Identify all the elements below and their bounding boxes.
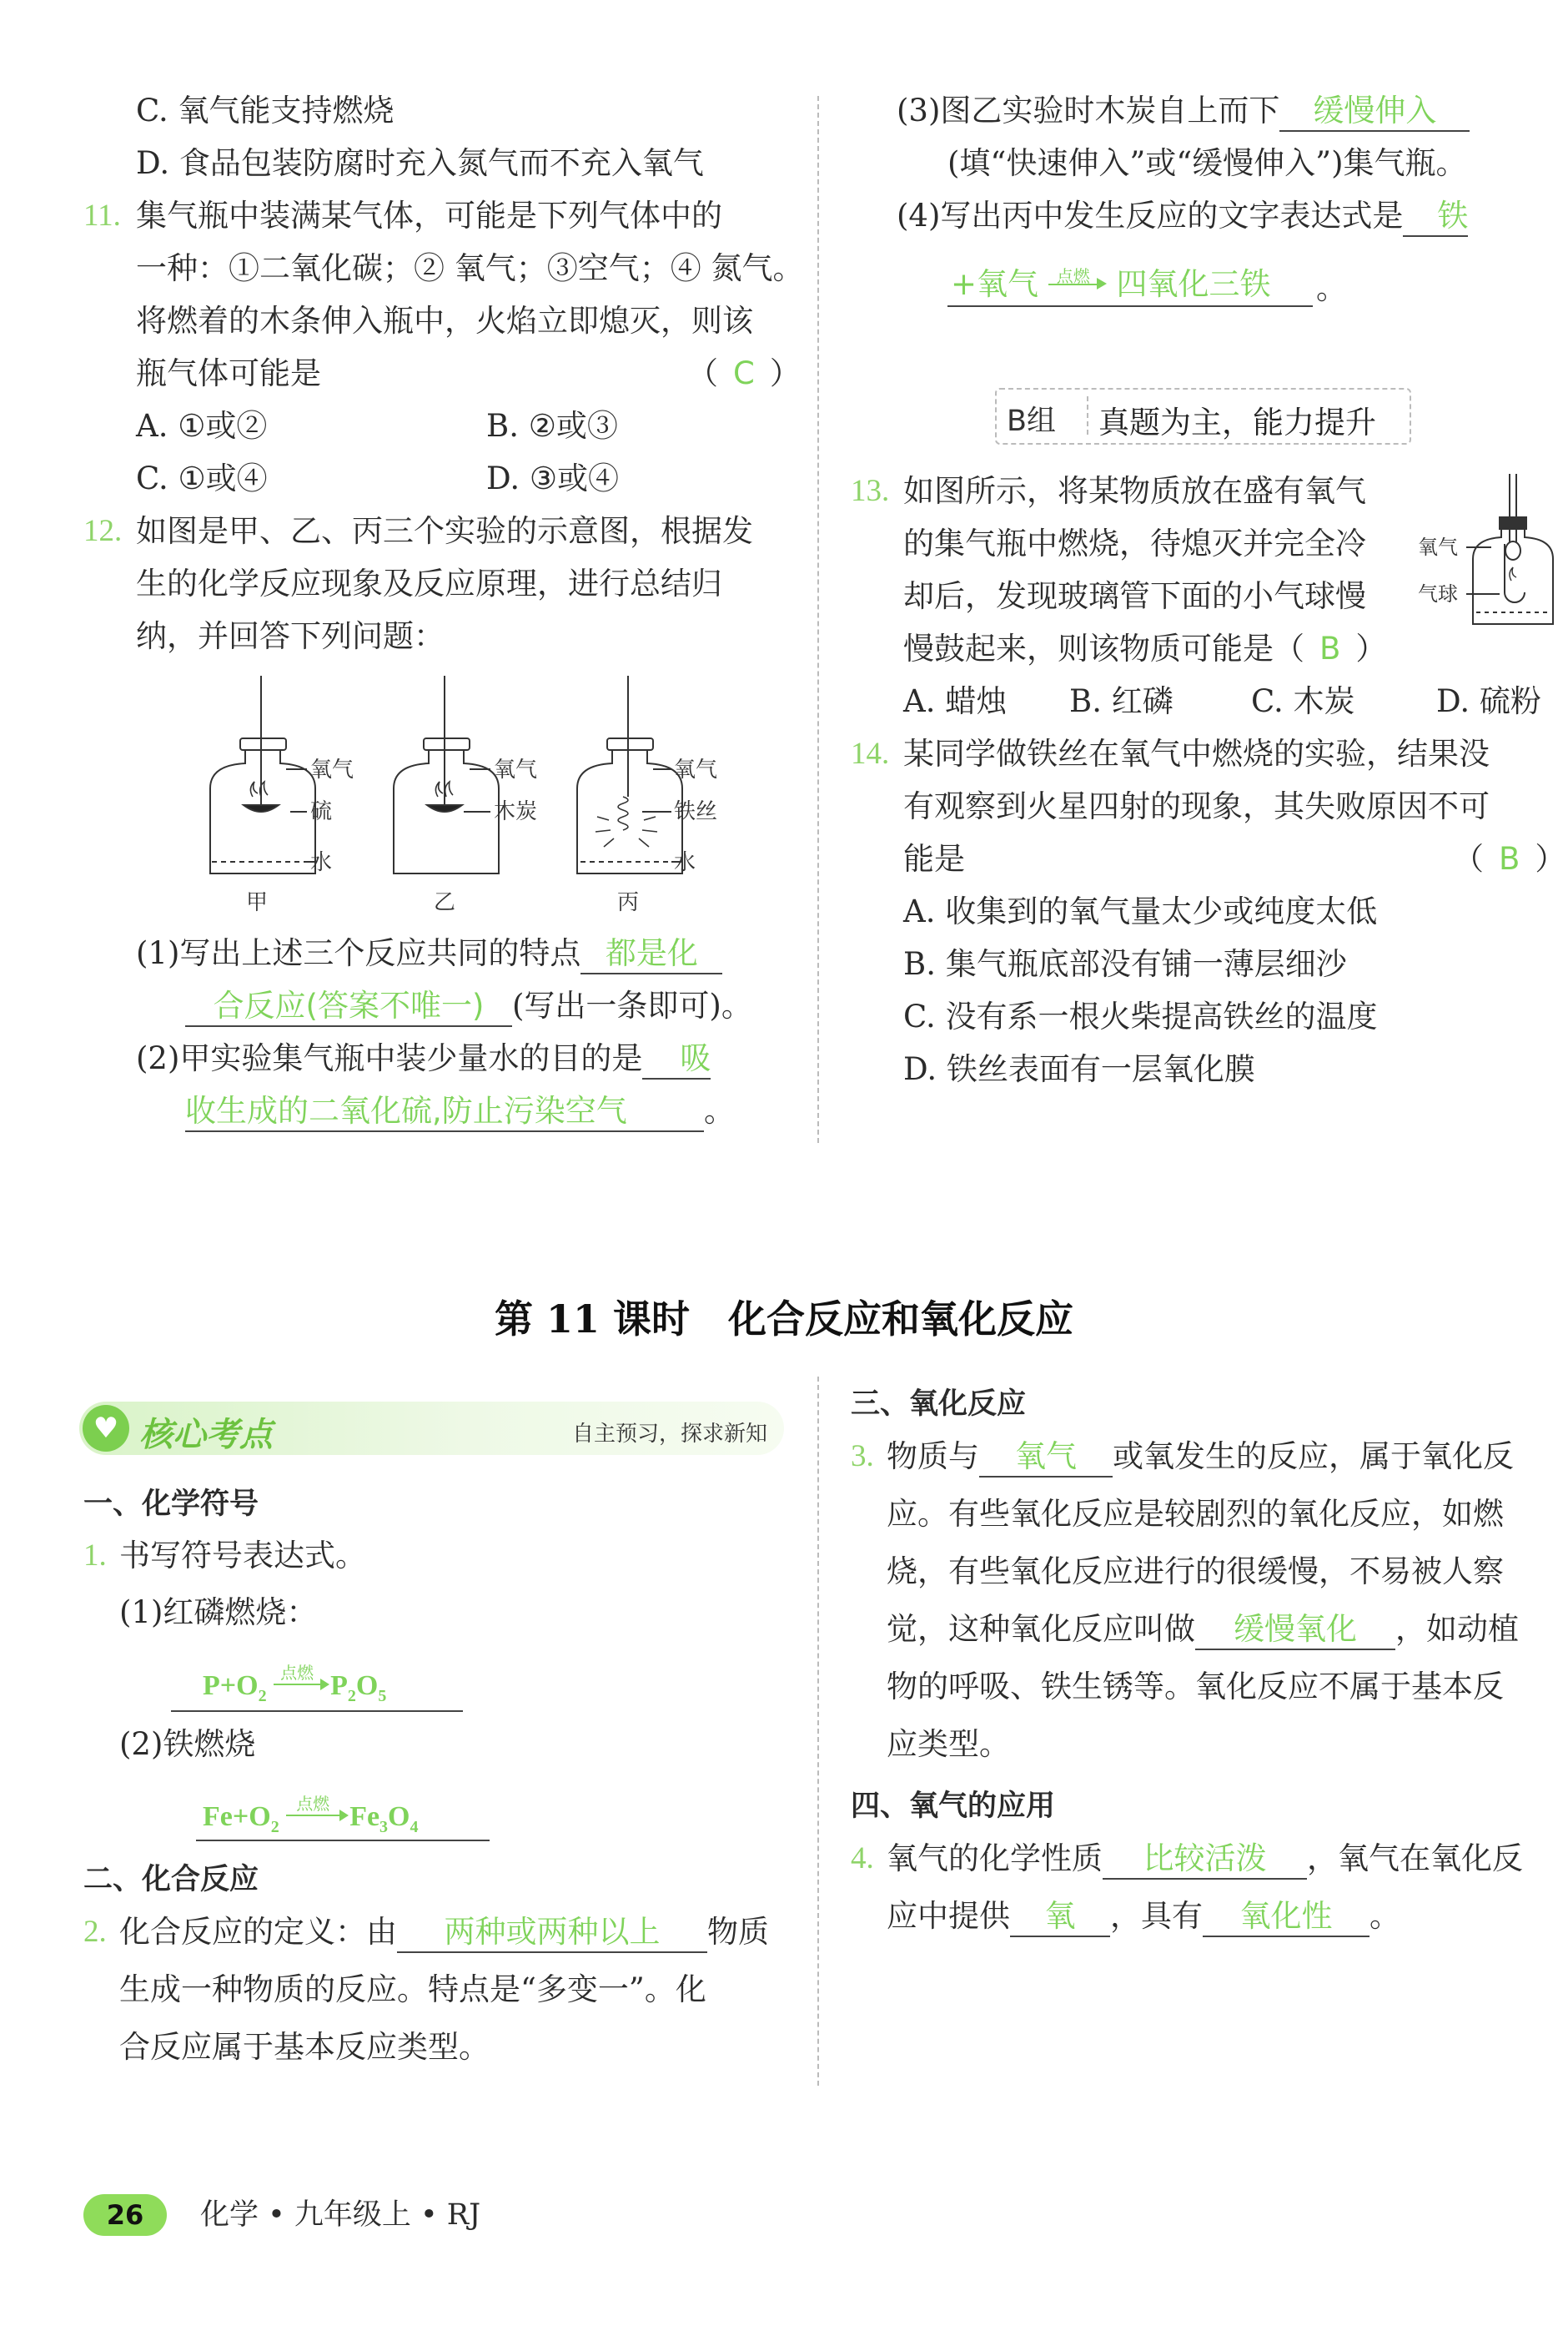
q2-line3: 合反应属于基本反应类型。 [119,2029,490,2065]
paren-close: ） [1535,841,1566,877]
b-group-tag: B组 [1007,405,1057,438]
q1-equation1: $P+O_2$ 点燃 $P_2O_5$ [203,1667,386,1715]
core-banner-title: 核心考点 [139,1416,273,1454]
q13-line4 [903,630,1386,668]
q11-option-c: C. ①或④ [136,461,268,496]
q4-number: 4. [851,1841,874,1875]
q13-oxygen-label: 氧气 [1418,536,1458,559]
eq2-reactants: Fe+O [203,1801,271,1832]
jar-yi-oxygen-label: 氧气 [494,758,538,783]
eq1-reactants: P+O [203,1670,259,1701]
jar-bing-water-label: 水 [674,850,696,875]
q12-part2-answer-b: 收生成的二氧化硫,防止污染空气 [185,1092,704,1132]
q13-balloon-figure [1418,467,1560,634]
eq1-product: P [330,1670,348,1701]
q1-part1: (1)红磷燃烧： [119,1594,318,1630]
q4-text-tail: ，氧气在氧化反 [1307,1840,1523,1876]
q11-option-a: A. ①或② [136,408,268,444]
q12-number: 12. [83,514,123,548]
q3-answer-1: 氧气 [979,1437,1113,1478]
q13-option-a: A. 蜡烛 [903,683,1008,719]
q3-line3: 烧，有些氧化反应进行的很缓慢，不易被人察 [887,1553,1504,1589]
q2-text: 化合反应的定义：由 [119,1914,397,1950]
q12-part1-text: (1)写出上述三个反应共同的特点 [136,935,581,971]
q14-answer: B [1499,841,1520,877]
q11-line1: 集气瓶中装满某气体，可能是下列气体中的 [136,198,722,234]
q13-balloon-label: 气球 [1418,582,1458,606]
eq2-sub-3: 3 [379,1817,389,1836]
jar-jia-oxygen-label: 氧气 [310,758,354,783]
q12-part2-cont [185,1092,735,1132]
q12-part1-answer-b: 合反应(答案不唯一) [185,987,512,1027]
page-number-badge [83,2194,167,2236]
q13-line4-text: 慢鼓起来，则该物质可能是（ [903,631,1304,667]
q3-line6: 应类型。 [887,1726,1010,1762]
paren-close: ） [1355,631,1387,667]
q12-part3-hint: (填“快速伸入”或“缓慢伸入”)集气瓶。 [947,145,1467,181]
section-chemical-symbols: 一、化学符号 [83,1488,259,1521]
jar-bing-oxygen-label: 氧气 [674,758,717,783]
b-group-banner [995,388,1411,445]
q11-answer: C [733,355,755,391]
q1-text: 书写符号表达式。 [119,1538,366,1573]
eq1-condition: 点燃 [280,1663,314,1683]
eq1-sub-2b: 2 [347,1686,356,1705]
q4-line2-mid: ，具有 [1110,1898,1203,1934]
q12-line1: 如图是甲、乙、丙三个实验的示意图，根据发 [136,513,753,549]
q4-answer-2: 氧 [1010,1897,1110,1937]
q10-option-d: D. 食品包装防腐时充入氮气而不充入氧气 [136,145,704,181]
q3-line4-tail: ，如动植 [1395,1611,1519,1647]
q13-line2: 的集气瓶中燃烧，待熄灭并完全冷 [903,526,1366,561]
q12-part3-text: (3)图乙实验时木炭自上而下 [897,93,1280,128]
q4-line2-text: 应中提供 [887,1898,1010,1934]
q12-part4-text: (4)写出丙中发生反应的文字表达式是 [897,198,1404,234]
q13-number: 13. [851,474,890,508]
q12-part2-period: 。 [704,1093,735,1129]
footer-subject: 化学 • 九年级上 • RJ [200,2198,481,2232]
q3-text: 物质与 [887,1438,979,1474]
q3-line4 [887,1610,1519,1650]
q14-number: 14. [851,737,890,771]
heart-icon: ♥ [83,1405,129,1452]
q13-line1: 如图所示，将某物质放在盛有氧气 [903,473,1366,509]
q13-option-d: D. 硫粉 [1436,683,1541,719]
eq2-sub-4: 4 [410,1817,419,1836]
jar-bing-iron-wire-label: 铁丝 [674,799,717,824]
q1-equation2: $Fe+O_2$ 点燃 $Fe_3O_4$ [203,1798,419,1846]
q12-part4-equation [951,265,1271,304]
q14-line2: 有观察到火星四射的现象，其失败原因不可 [903,788,1490,824]
q14-option-a: A. 收集到的氧气量太少或纯度太低 [903,894,1378,929]
eq2-product: Fe [349,1801,380,1832]
q12-part4 [897,197,1468,237]
paren-close: ） [769,355,801,391]
q13-option-b: B. 红磷 [1069,683,1173,719]
q12-part2-text: (2)甲实验集气瓶中装少量水的目的是 [136,1040,643,1076]
eq1-sub-2: 2 [258,1686,267,1705]
q12-part4-answer-a: 铁 [1403,197,1468,237]
column-divider-top [817,96,819,1143]
jar-bing-caption: 丙 [617,890,640,915]
eq1-arrow [274,1663,330,1700]
q2-line2: 生成一种物质的反应。特点是“多变一”。化 [119,1971,706,2007]
column-divider-bottom [817,1377,819,2086]
section-oxidation-reaction: 三、氧化反应 [851,1387,1027,1421]
eq1-sub-5: 5 [378,1686,387,1705]
q4-answer-1: 比较活泼 [1103,1840,1307,1880]
q3-text-tail: 或氧发生的反应，属于氧化反 [1113,1438,1514,1474]
q11-line2: 一种：①二氧化碳；② 氧气；③空气；④ 氮气。 [136,250,804,286]
q12-part1-hint: (写出一条即可)。 [512,988,752,1024]
q12-part4-reactants: +氧气 [951,266,1039,302]
q12-part4-condition: 点燃 [1056,266,1090,286]
q1-number: 1. [83,1538,107,1573]
q4-text: 氧气的化学性质 [887,1840,1103,1876]
q13-answer: B [1319,631,1341,667]
q12-part3-answer: 缓慢伸入 [1279,92,1470,132]
jar-jia-caption: 甲 [246,890,269,915]
q4-line2 [887,1897,1400,1937]
q12-part1-answer-a: 都是化 [580,934,722,974]
q12-experiment-figure [200,672,717,926]
core-banner [79,1402,784,1455]
q11-number: 11. [83,199,121,233]
jar-yi-caption: 乙 [434,890,456,915]
q14-line1: 某同学做铁丝在氧气中燃烧的实验，结果没 [903,736,1490,772]
jar-yi-charcoal-label: 木炭 [494,799,538,824]
q12-part4-arrow [1048,265,1107,304]
q12-part4-product: 四氧化三铁 [1116,266,1271,302]
q4-line1 [887,1840,1523,1880]
paren-open: （ [1453,841,1484,877]
q11-answer-paren [687,355,801,393]
q1-equation1-underline [171,1710,463,1712]
jar-jia [210,676,315,873]
q13-line3: 却后，发现玻璃管下面的小气球慢 [903,578,1366,614]
q1-equation2-underline [196,1840,490,1841]
eq2-condition: 点燃 [296,1794,330,1814]
q12-line2: 生的化学反应现象及反应原理，进行总结归 [136,566,722,602]
q11-line4: 瓶气体可能是 [136,355,321,391]
q1-part2: (2)铁燃烧 [119,1726,256,1762]
eq2-arrow [286,1794,349,1831]
q11-option-b: B. ②或③ [486,408,618,444]
eq2-sub-2: 2 [270,1817,279,1836]
q2-answer: 两种或两种以上 [397,1913,707,1953]
q2-text-tail: 物质 [707,1914,769,1950]
b-group-title: 真题为主，能力提升 [1098,405,1376,441]
q11-option-d: D. ③或④ [486,461,620,496]
q3-line2: 应。有些氧化反应是较剧烈的氧化反应，如燃 [887,1496,1504,1532]
core-banner-subtitle: 自主预习，探求新知 [571,1422,767,1447]
q14-option-c: C. 没有系一根火柴提高铁丝的温度 [903,999,1378,1035]
q12-part2 [136,1040,711,1080]
q3-line1 [887,1437,1514,1478]
section-combination-reaction: 二、化合反应 [83,1863,259,1896]
q12-line3: 纳，并回答下列问题： [136,618,445,654]
q12-part4-period: 。 [1316,270,1347,306]
paren-open: （ [687,355,718,391]
q14-option-d: D. 铁丝表面有一层氧化膜 [903,1051,1255,1087]
q4-answer-3: 氧化性 [1203,1897,1369,1937]
q14-option-b: B. 集气瓶底部没有铺一薄层细沙 [903,946,1347,982]
jar-jia-sulfur-label: 硫 [310,799,333,824]
q12-part2-answer-a: 吸 [642,1040,711,1080]
q3-line5: 物的呼吸、铁生锈等。氧化反应不属于基本反 [887,1669,1504,1704]
q14-line3: 能是 [903,841,965,877]
q2-line1 [119,1913,769,1953]
q3-answer-2: 缓慢氧化 [1195,1610,1395,1650]
q11-line3: 将燃着的木条伸入瓶中，火焰立即熄灭，则该 [136,303,753,339]
q12-part1 [136,934,722,974]
jar-bing [577,676,682,873]
q12-part1-cont [185,987,752,1027]
q14-answer-paren [1453,840,1565,878]
q2-number: 2. [83,1915,107,1949]
q12-part3 [897,92,1470,132]
lesson-title: 第 11 课时 化合反应和氧化反应 [494,1296,1074,1342]
q4-line2-period: 。 [1369,1898,1400,1934]
q3-line4-text: 觉，这种氧化反应叫做 [887,1611,1195,1647]
jar-yi [394,676,499,873]
q13-option-c: C. 木炭 [1251,683,1355,719]
q3-number: 3. [851,1439,874,1473]
jar-jia-water-label: 水 [310,850,333,875]
page-number: 26 [106,2199,144,2231]
q10-option-c: C. 氧气能支持燃烧 [136,93,395,128]
section-oxygen-applications: 四、氧气的应用 [851,1790,1056,1823]
q12-part4-underline [947,305,1313,307]
